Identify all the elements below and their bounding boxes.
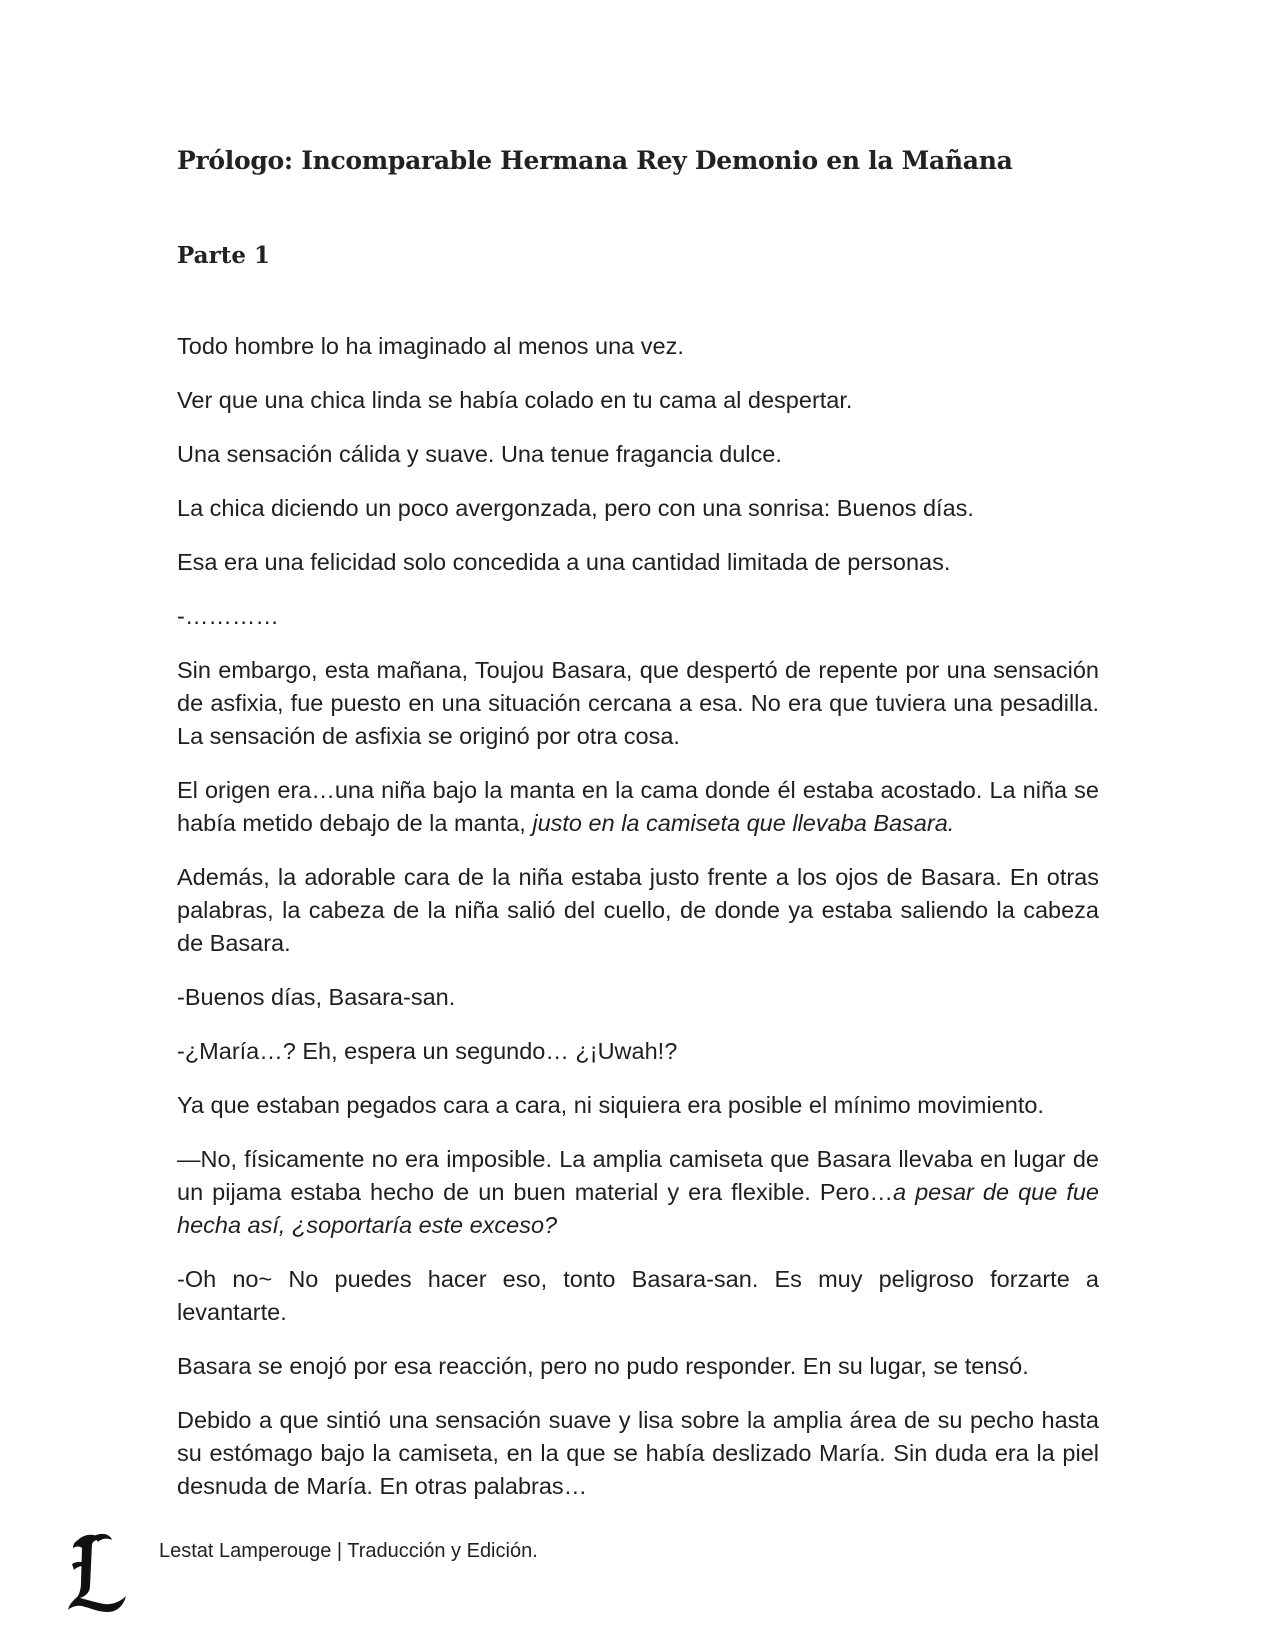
paragraph — [177, 774, 1099, 840]
paragraph-italic-text: justo en la camiseta que llevaba Basara. — [532, 810, 955, 836]
paragraph: -………… — [177, 603, 279, 629]
paragraph: Ver que una chica linda se había colado en tu cama al despertar. — [177, 387, 853, 413]
paragraph-text: —No, físicamente no era imposible. La amplia camiseta que Basara llevaba en lugar de un pijama estaba hecho de un buen material y era flexible. Pero… — [177, 1146, 1099, 1205]
paragraph-italic-text: a pesar de que fue hecha así, ¿soportaría este exceso? — [177, 1179, 1099, 1238]
paragraph: Una sensación cálida y suave. Una tenue fragancia dulce. — [177, 441, 782, 467]
paragraph: -¿María…? Eh, espera un segundo… ¿¡Uwah!? — [177, 1038, 678, 1064]
paragraph: Sin embargo, esta mañana, Toujou Basara, que despertó de repente por una sensación de asfixia, fue puesto en una situación cercana a esa. No era que tuviera una pesadilla. La sensación de asfixia se originó por otra cosa. — [177, 657, 1099, 749]
paragraph: Todo hombre lo ha imaginado al menos una vez. — [177, 333, 684, 359]
paragraph: -Oh no~ No puedes hacer eso, tonto Basara-san. Es muy peligroso forzarte a levantarte. — [177, 1266, 1099, 1325]
paragraph-text: El origen era…una niña bajo la manta en la cama donde él estaba acostado. La niña se había metido debajo de la manta, — [177, 777, 1099, 836]
gothic-l-logo-icon — [64, 1530, 134, 1616]
chapter-title: Prólogo: Incomparable Hermana Rey Demonio en la Mañana — [177, 146, 1013, 175]
paragraph: Debido a que sintió una sensación suave y lisa sobre la amplia área de su pecho hasta su estómago bajo la camiseta, en la que se había deslizado María. Sin duda era la piel desnuda de María. En otras palabras… — [177, 1407, 1099, 1499]
paragraph: Ya que estaban pegados cara a cara, ni siquiera era posible el mínimo movimiento. — [177, 1092, 1044, 1118]
paragraph: La chica diciendo un poco avergonzada, pero con una sonrisa: Buenos días. — [177, 495, 974, 521]
paragraph: -Buenos días, Basara-san. — [177, 984, 456, 1010]
page-footer — [60, 1530, 760, 1620]
paragraph — [177, 1143, 1099, 1242]
paragraph: Basara se enojó por esa reacción, pero no pudo responder. En su lugar, se tensó. — [177, 1353, 1029, 1379]
paragraph: Además, la adorable cara de la niña estaba justo frente a los ojos de Basara. En otras palabras, la cabeza de la niña salió del cuello, de donde ya estaba saliendo la cabeza de Basara. — [177, 864, 1099, 956]
body-text — [177, 330, 1099, 1524]
footer-credit: Lestat Lamperouge | Traducción y Edición. — [159, 1540, 538, 1562]
part-title: Parte 1 — [177, 242, 270, 269]
paragraph: Esa era una felicidad solo concedida a una cantidad limitada de personas. — [177, 549, 951, 575]
